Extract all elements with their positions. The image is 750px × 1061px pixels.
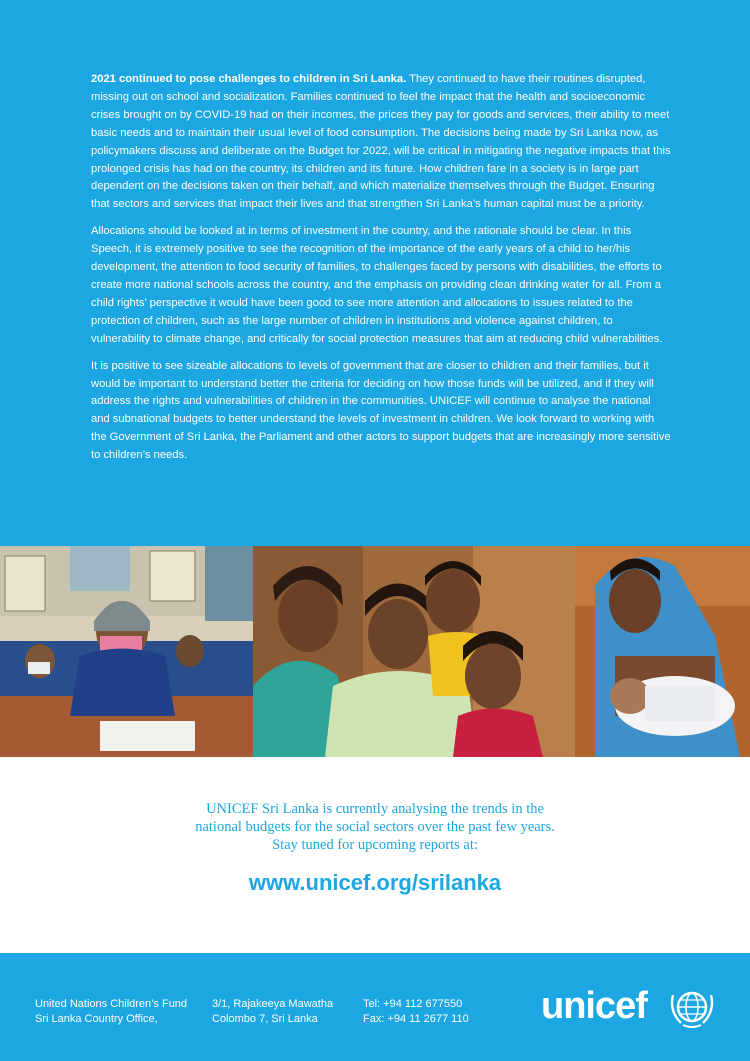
unicef-emblem-icon [669,987,715,1029]
promo-section [0,757,750,953]
paragraph-3: It is positive to see sizeable allocations to levels of government that are closer to children and their families, but it would be important to understand better the criteria for deciding on how those funds will be utilized, and if they will address the rights and vulnerabilities of children in the communities. UNICEF will continue to analyse the national and subnational budgets to better understand the levels of investment in children. We look forward to working with the Government of Sri Lanka, the Parliament and other actors to support budgets that are increasingly more sensitive to children’s needs. [91,359,671,462]
footer-tel: Tel: +94 112 677550 [363,998,463,1010]
footer-org [35,997,187,1027]
photo-classroom [0,546,253,757]
unicef-logo [541,984,721,1034]
promo-line-2: national budgets for the social sectors over the past few years. [195,819,555,835]
paragraph-2: Allocations should be looked at in terms of investment in the country, and the rationale should be clear. In this Speech, it is extremely positive to see the recognition of the importance of the early years of a child to her/his development, the attention to food security of families, to challenges faced by persons with disabilities, the efforts to create more national schools across the country, and the emphasis on providing clean drinking water for all. From a child rights’ perspective it would have been good to see more attention and allocations to issues related to the protection of children, such as the large number of children in institutions and violence against children, to vulnerability to climate change, and critically for social protection measures that aim at reducing child vulnerabilities. [91,225,663,345]
paragraph-1-rest: They continued to have their routines disrupted, missing out on school and socialization. Families continued to feel the impact that the health and socioeconomic crises brought on by COVID-19 had on their incomes, the prices they pay for goods and services, their ability to meet basic needs and to maintain their usual level of food consumption. The decisions being made by Sri Lanka now, as policymakers discuss and deliberate on the Budget for 2022, will be critical in mitigating the negative impacts that this prolonged crisis has had on the country, its children and its future. How children fare in a society is in large part dependent on the decisions taken on their behalf, and which materialize themselves through the Budget. Ensuring that sectors and services that impact their lives and that strengthen Sri Lanka’s human capital must be a priority. [91,73,671,211]
footer-address [212,997,333,1027]
unicef-logo-text: unicef [541,985,647,1027]
footer-org-line-2: Sri Lanka Country Office, [35,1013,158,1025]
promo-text [0,800,750,854]
article-body [91,71,671,474]
footer-fax: Fax: +94 11 2677 110 [363,1013,469,1025]
photo-mother-baby [575,546,750,757]
photo-strip [0,546,750,757]
footer-address-line-2: Colombo 7, Sri Lanka [212,1013,318,1025]
website-link[interactable]: www.unicef.org/srilanka [248,870,502,895]
footer-address-line-1: 3/1, Rajakeeya Mawatha [212,998,334,1010]
paragraph-1-lead: 2021 continued to pose challenges to children in Sri Lanka. [91,73,407,85]
footer-org-line-1: United Nations Children’s Fund [35,998,188,1010]
promo-line-1: UNICEF Sri Lanka is currently analysing the trends in the [206,801,544,817]
paragraph-1 [91,71,671,214]
photo-family [253,546,575,757]
promo-line-3: Stay tuned for upcoming reports at: [272,837,478,853]
footer [0,953,750,1061]
footer-contact [363,997,469,1027]
